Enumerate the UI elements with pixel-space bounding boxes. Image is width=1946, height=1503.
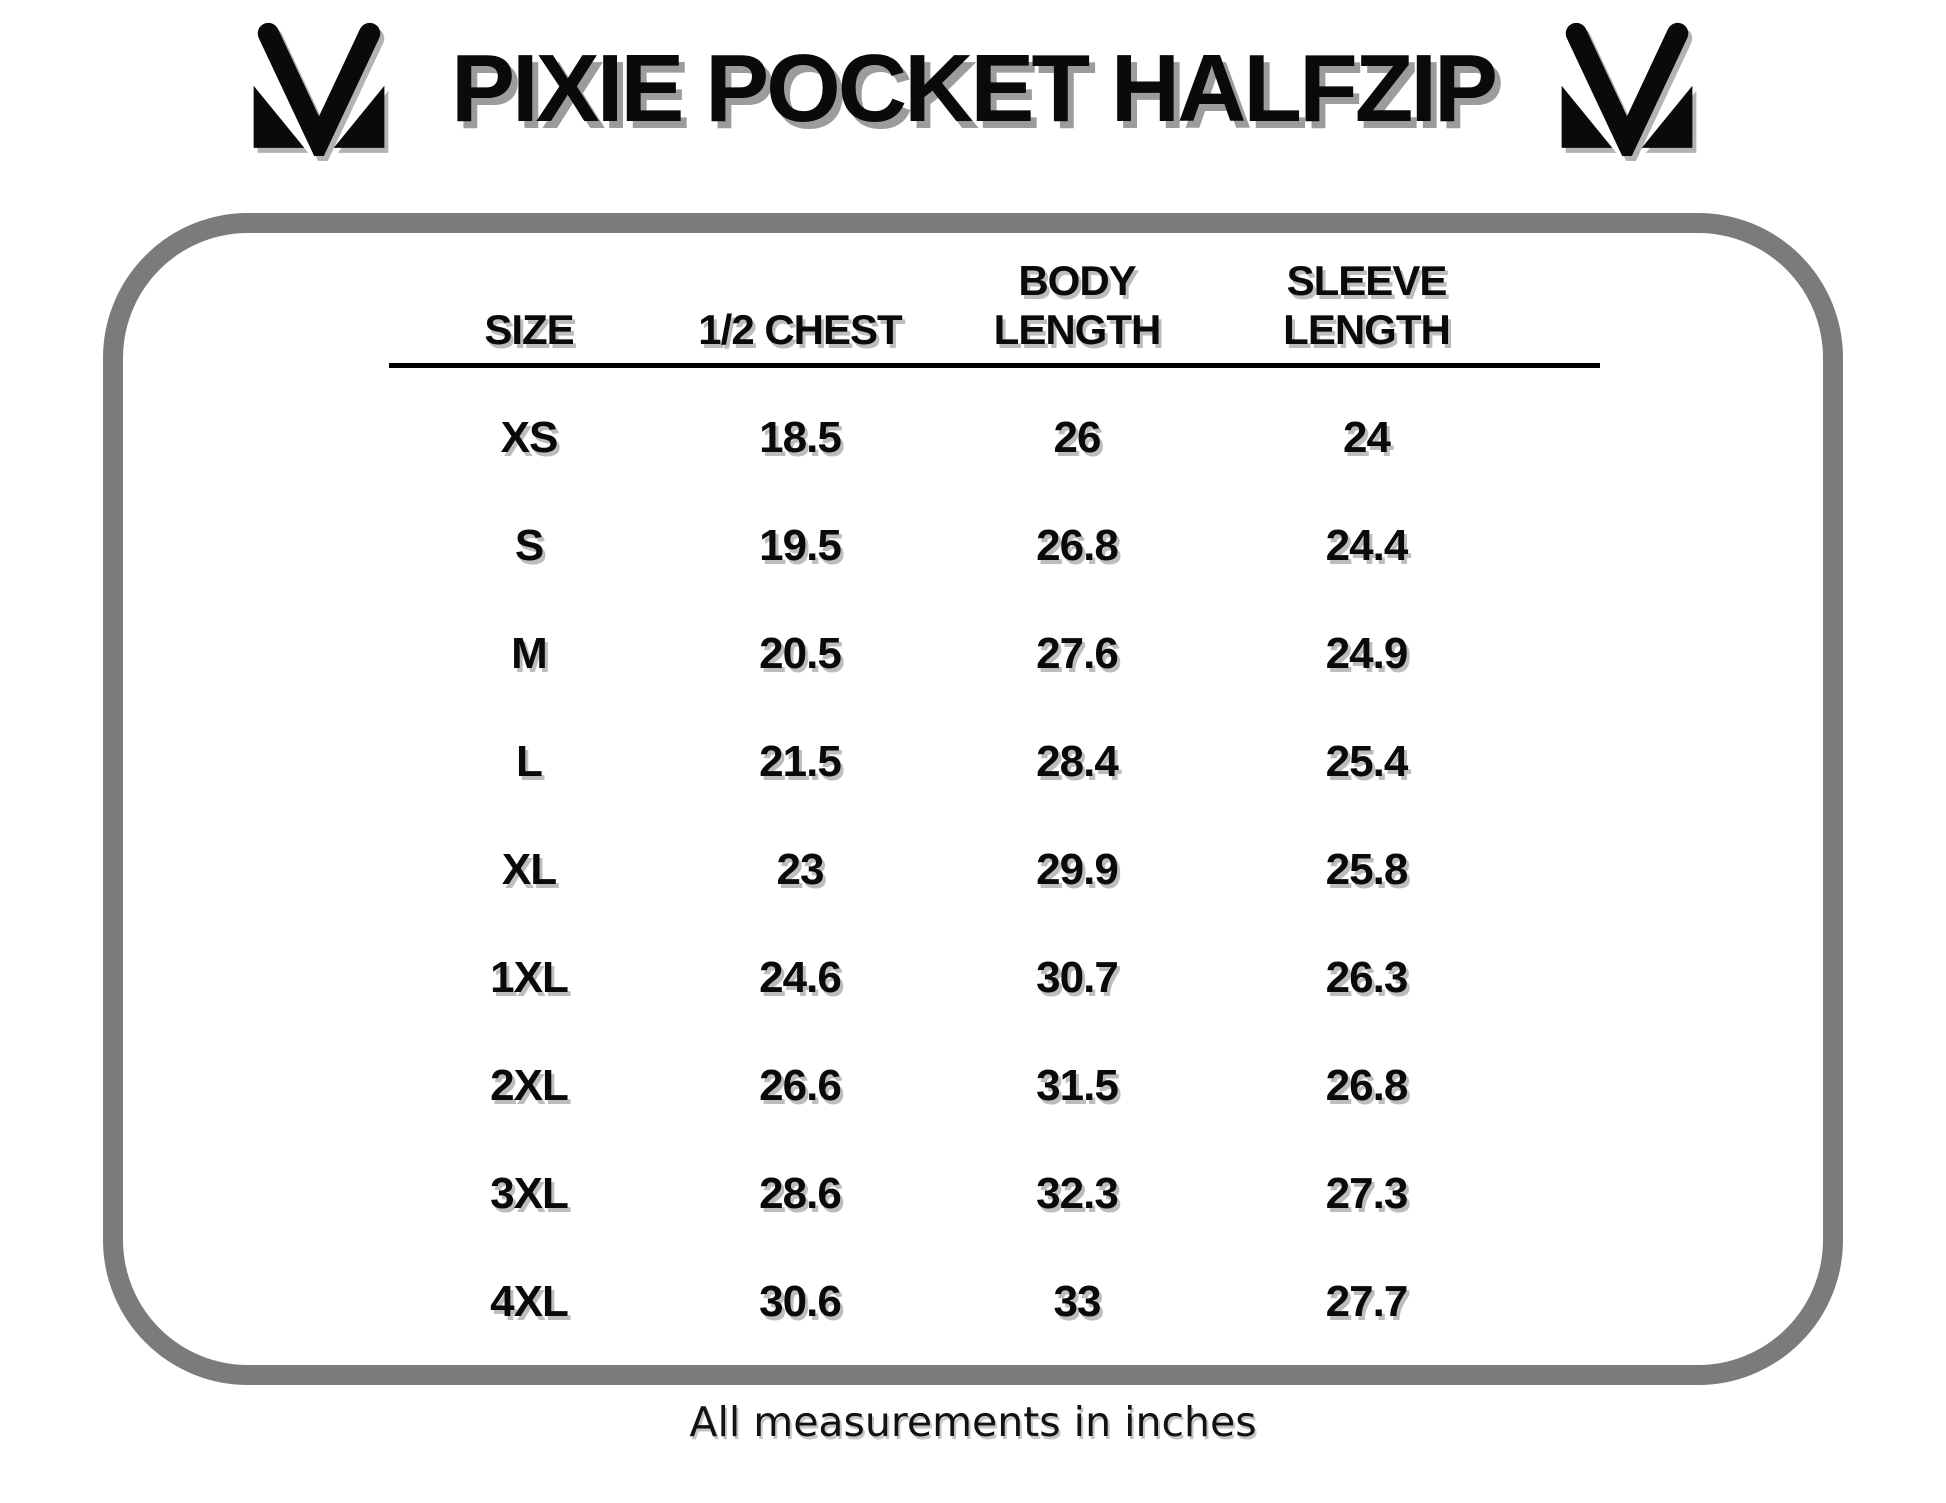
half-chest-cell: 23 [776, 845, 824, 894]
table-row [389, 492, 1510, 600]
table-body [389, 368, 1600, 1356]
sleeve-length-cell: 26.8 [1325, 1061, 1408, 1110]
sleeve-length-cell: 26.3 [1325, 953, 1408, 1002]
size-cell: S [514, 521, 544, 570]
sleeve-length-cell: 24.9 [1325, 629, 1408, 678]
body-length-cell: 26 [1053, 413, 1101, 462]
body-length-cell: 28.4 [1036, 737, 1118, 786]
body-length-cell: 26.8 [1036, 521, 1118, 570]
sleeve-length-cell: 24 [1343, 413, 1390, 462]
body-length-cell: 33 [1053, 1277, 1101, 1326]
measurement-units-note: All measurements in inches [689, 1398, 1257, 1446]
sleeve-length-cell: 27.3 [1325, 1169, 1408, 1218]
column-header-half-chest: 1/2 CHEST [698, 306, 902, 354]
body-length-cell: 32.3 [1036, 1169, 1118, 1218]
table-row [389, 600, 1510, 708]
brand-m-chevron-logo-right-icon [1541, 22, 1713, 156]
table-row [389, 1032, 1510, 1140]
column-header-body-length: BODY LENGTH [993, 256, 1161, 354]
half-chest-cell: 21.5 [759, 737, 841, 786]
half-chest-cell: 20.5 [759, 629, 841, 678]
body-length-cell: 30.7 [1036, 953, 1118, 1002]
size-cell: M [511, 629, 547, 678]
sleeve-length-cell: 24.4 [1325, 521, 1408, 570]
table-row [389, 384, 1510, 492]
half-chest-cell: 26.6 [759, 1061, 841, 1110]
half-chest-cell: 24.6 [759, 953, 841, 1002]
size-cell: 4XL [490, 1277, 568, 1326]
sleeve-length-cell: 25.8 [1325, 845, 1408, 894]
footer [0, 1398, 1946, 1446]
table-row [389, 1248, 1510, 1356]
half-chest-cell: 18.5 [759, 413, 841, 462]
table-row [389, 816, 1510, 924]
size-cell: 1XL [490, 953, 568, 1002]
body-length-cell: 27.6 [1036, 629, 1118, 678]
size-chart-frame [103, 213, 1843, 1385]
table-row [389, 708, 1510, 816]
title-row [0, 22, 1946, 156]
half-chest-cell: 30.6 [759, 1277, 841, 1326]
table-row [389, 924, 1510, 1032]
half-chest-cell: 28.6 [759, 1169, 841, 1218]
size-cell: XL [501, 845, 557, 894]
brand-m-chevron-logo-left-icon [233, 22, 405, 156]
sleeve-length-cell: 27.7 [1325, 1277, 1408, 1326]
table-header-row [389, 243, 1510, 363]
sleeve-length-cell: 25.4 [1325, 737, 1408, 786]
page-title: PIXIE POCKET HALFZIP [450, 34, 1496, 142]
size-cell: XS [500, 413, 558, 462]
size-table [389, 243, 1600, 1356]
size-cell: 2XL [490, 1061, 568, 1110]
table-row [389, 1140, 1510, 1248]
body-length-cell: 29.9 [1036, 845, 1118, 894]
body-length-cell: 31.5 [1036, 1061, 1118, 1110]
column-header-sleeve-length: SLEEVE LENGTH [1283, 256, 1450, 354]
size-cell: 3XL [490, 1169, 568, 1218]
half-chest-cell: 19.5 [759, 521, 841, 570]
size-cell: L [516, 737, 542, 786]
column-header-size: SIZE [484, 306, 574, 354]
